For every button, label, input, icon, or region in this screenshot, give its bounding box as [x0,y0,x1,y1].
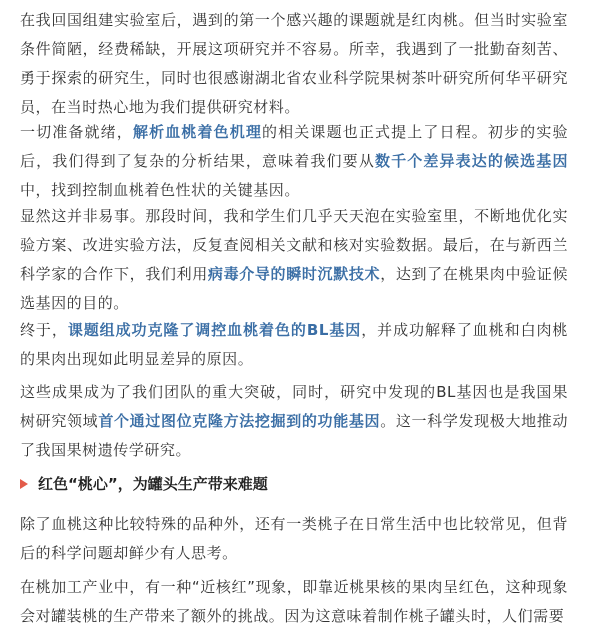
body-text: ，达到了在桃果肉中验证候选基因的目的。 [20,265,568,312]
highlighted-text: 病毒介导的瞬时沉默技术 [207,265,381,283]
body-text: 这些成果成为了我们团队的重大突破，同时，研究中发现的BL基因也是我国果树研究领域 [20,383,568,430]
paragraph-6 [20,510,568,568]
paragraph-1 [20,6,568,122]
paragraph-2 [20,118,568,205]
body-text: 除了血桃这种比较特殊的品种外，还有一类桃子在日常生活中也比较常见，但背后的科学问题却鲜少有人思考。 [20,515,568,562]
body-text: 一切准备就绪， [20,123,133,141]
section-heading [20,470,568,499]
highlighted-text: 首个通过图位克隆方法挖掘到的功能基因 [98,412,381,430]
body-text: 的相关课题也正式提上了日程。初步的实验后，我们得到了复杂的分析结果，意味着我们要从 [20,123,569,170]
body-text: 终于， [20,321,68,339]
body-text: 在我回国组建实验室后，遇到的第一个感兴趣的课题就是红肉桃。但当时实验室条件简陋，经费稀缺，开展这项研究并不容易。所幸，我遇到了一批勤奋刻苦、勇于探索的研究生，同时也很感谢湖北省农业科学院果树茶叶研究所何华平研究员，在当时热心地为我们提供研究材料。 [20,11,568,116]
paragraph-7 [20,573,568,631]
body-text: ，并成功解释了血桃和白肉桃的果肉出现如此明显差异的原因。 [20,321,568,368]
paragraph-5 [20,378,568,465]
paragraph-3 [20,202,568,318]
body-text: 在桃加工产业中，有一种“近核红”现象，即靠近桃果核的果肉呈红色，这种现象会对罐装桃的生产带来了额外的挑战。因为这意味着制作桃子罐头时，人们需要 [20,578,568,625]
body-text: 。这一科学发现极大地推动了我国果树遗传学研究。 [20,412,568,459]
body-text: 显然这并非易事。那段时间，我和学生们几乎天天泡在实验室里，不断地优化实验方案、改进实验方法，反复查阅相关文献和核对实验数据。最后，在与新西兰科学家的合作下，我们利用 [20,207,568,283]
section-heading-text: 红色“桃心”，为罐头生产带来难题 [38,475,268,493]
highlighted-text: 解析血桃着色机理 [132,123,263,141]
paragraph-4 [20,316,568,374]
body-text: 中，找到控制血桃着色性状的关键基因。 [20,181,300,199]
triangle-bullet-icon [20,479,28,489]
highlighted-text: 数千个差异表达的候选基因 [374,152,568,170]
highlighted-text: 课题组成功克隆了调控血桃着色的BL基因 [67,321,362,339]
